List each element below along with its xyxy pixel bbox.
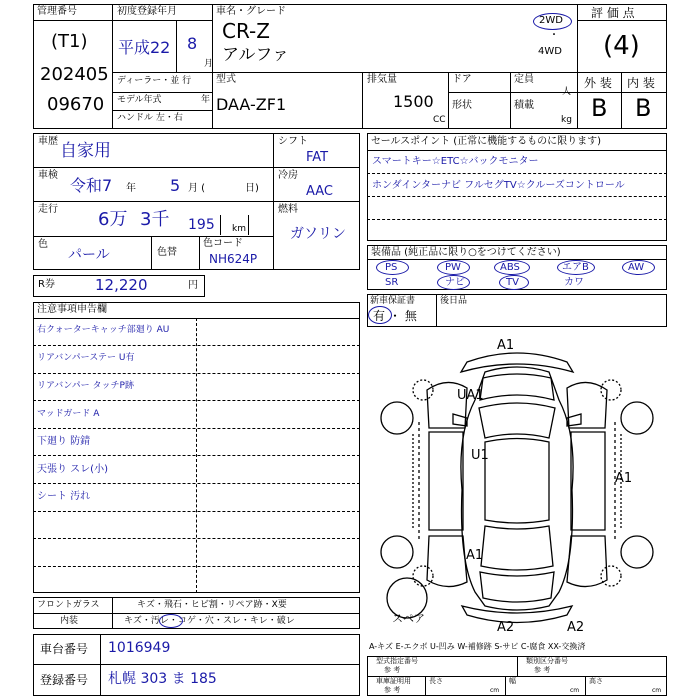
mileage-sen: 3千	[140, 209, 170, 230]
door-label: ドア	[452, 74, 472, 85]
after-label: 後日品	[440, 296, 468, 306]
front-glass-label: フロントガラス	[37, 600, 100, 610]
type-value: DAA-ZF1	[216, 95, 287, 114]
ac-value: AAC	[306, 184, 333, 199]
color-code: NH624P	[209, 252, 258, 266]
width-cm: cm	[570, 687, 580, 694]
notes-label: 注意事項申告欄	[37, 304, 107, 315]
inspection-year-unit: 年	[126, 183, 136, 194]
equip-ps-circle	[376, 260, 409, 275]
warranty-yes: 有	[373, 309, 386, 323]
equip-sr: SR	[385, 277, 399, 288]
length-cm: cm	[490, 687, 500, 694]
rear-glass	[481, 526, 553, 570]
capacity-label: 定員	[514, 74, 534, 85]
dealer-label: ディーラー・並 行	[117, 76, 192, 86]
mileage-unit: km	[232, 224, 246, 234]
note-item-2: リアバンパーステー U有	[37, 353, 135, 363]
car-name: CR-Z	[222, 19, 270, 43]
color-label: 色	[38, 239, 48, 250]
grade: アルファ	[222, 45, 289, 65]
equip-aw-circle	[622, 260, 655, 275]
interior-cond-value: キズ・汚レ・コゲ・穴・スレ・キレ・破レ	[124, 616, 295, 626]
note-item-1: 右クォーターキャッチ部廻り AU	[37, 325, 170, 335]
type-label: 型式	[216, 74, 236, 85]
hood	[480, 374, 554, 400]
trunk	[480, 572, 554, 602]
mark-rear-right: A2	[567, 620, 585, 635]
disp-unit: CC	[433, 115, 446, 125]
exterior-label: 外 装	[584, 76, 612, 90]
cert-label: 車庫証明用	[376, 677, 411, 685]
sales-points-label: セールスポイント (正常に機能するものに限ります)	[371, 136, 602, 147]
r-value: 12,220	[95, 276, 148, 294]
equip-ps: PS	[385, 262, 398, 273]
mgmt-num2: 09670	[47, 94, 105, 115]
score-value: (4)	[603, 31, 640, 61]
type-spec-label: 型式指定番号	[376, 657, 418, 665]
capacity-unit: 人	[562, 87, 572, 97]
shift-label: シフト	[278, 136, 308, 147]
note-item-3: リアバンパー タッチP跡	[37, 381, 134, 391]
exterior-value: B	[591, 94, 608, 122]
equip-leather: カワ	[564, 277, 584, 288]
front-glass-value: キズ・飛石・ヒビ割・リペア跡・X要	[137, 600, 287, 610]
equip-airbag: エアB	[562, 262, 589, 273]
equipment-label: 装備品 (純正品に限り○をつけてください)	[371, 247, 561, 258]
r-unit: 円	[188, 280, 198, 291]
wheel-front-left	[381, 402, 413, 434]
equip-tv: TV	[506, 277, 519, 288]
interior-label: 内 装	[627, 76, 655, 90]
drive-2wd: 2WD	[539, 15, 563, 26]
ac-label: 冷房	[278, 170, 298, 181]
shift-value: FAT	[306, 150, 329, 165]
right-front-fender	[567, 382, 607, 428]
height-cm: cm	[652, 687, 662, 694]
front-bumper	[461, 353, 573, 372]
length-label: 長さ	[429, 677, 443, 685]
equip-navi-circle	[437, 275, 470, 290]
reg-month: 8	[187, 34, 198, 53]
mark-left-front-fender: UA1	[457, 388, 484, 403]
inspection-day-unit: 日)	[245, 183, 259, 194]
reg-month-unit: 月	[204, 59, 214, 69]
equip-airbag-circle	[557, 260, 595, 275]
registration-value: 札幌 303 ま 185	[108, 671, 217, 687]
inspection-era: 令和7	[70, 176, 113, 195]
mgmt-label: 管理番号	[37, 6, 77, 17]
wheel-side-front-right	[601, 380, 621, 400]
interior-value: B	[635, 94, 652, 122]
type-spec-ref: 参 考	[384, 666, 401, 674]
mark-left-rear-quarter: A1	[466, 548, 484, 563]
mark-left-door: U1	[471, 448, 489, 463]
color-value: パール	[68, 247, 110, 263]
wheel-side-rear-right	[601, 566, 621, 586]
equip-abs-circle	[494, 260, 530, 275]
shape-label: 形状	[452, 100, 472, 111]
equip-pw: PW	[445, 262, 461, 273]
left-door	[429, 432, 463, 530]
sales-points-line2: ホンダインターナビ フルセグTV☆クルーズコントロール	[372, 180, 625, 191]
rear-bumper	[462, 606, 572, 623]
mileage-rest: 195	[188, 217, 215, 233]
registration-label: 登録番号	[40, 673, 89, 687]
wheel-side-rear-left	[413, 566, 433, 586]
wheel-rear-left	[381, 536, 413, 568]
load-label: 積載	[514, 100, 534, 111]
mgmt-num1: 202405	[40, 64, 109, 85]
sales-points-line1: スマートキー☆ETC☆バックモニター	[372, 156, 539, 167]
class-label: 類別区分番号	[526, 657, 568, 665]
mark-rear-left: A2	[497, 620, 515, 635]
equip-abs: ABS	[500, 262, 520, 273]
class-ref: 参 考	[534, 666, 551, 674]
inspection-month-unit: 月 (	[188, 183, 206, 194]
wheel-front-right	[621, 402, 653, 434]
note-item-5: 下廻り 防錆	[37, 436, 91, 447]
note-item-4: マッドガード A	[37, 409, 100, 419]
r-label: R券	[38, 279, 55, 290]
fuel-value: ガソリン	[290, 226, 346, 242]
left-rear-quarter	[427, 536, 467, 587]
color-change-label: 色替	[157, 247, 177, 258]
interior-stain-circle	[159, 614, 183, 628]
year-unit: 年	[201, 95, 211, 105]
warranty-yes-circle	[368, 306, 392, 324]
windshield	[479, 403, 555, 438]
reg-label: 初度登録年月	[117, 6, 177, 17]
score-label: 評 価 点	[591, 6, 635, 20]
roof	[485, 439, 549, 524]
chassis-value: 1016949	[108, 640, 171, 656]
mileage-man: 6万	[98, 209, 128, 230]
inspection-label: 車検	[38, 170, 58, 181]
mark-front-bumper: A1	[497, 338, 515, 353]
wheel-rear-right	[621, 536, 653, 568]
note-item-6: 天張り スレ(小)	[37, 464, 108, 475]
height-label: 高さ	[589, 677, 603, 685]
legend: A-キズ E-エクボ U-凹み W-補修跡 S-サビ C-腐食 XX-交換済	[369, 642, 586, 651]
history-label: 車歴	[38, 136, 58, 147]
interior-cond-label: 内装	[60, 616, 79, 626]
width-label: 幅	[509, 677, 516, 685]
equip-navi: ナビ	[445, 277, 465, 288]
wheel-side-front-left	[413, 380, 433, 400]
cert-ref: 参 考	[384, 686, 401, 694]
color-code-label: 色コード	[203, 238, 243, 249]
note-item-7: シート 汚れ	[37, 491, 91, 502]
handle-label: ハンドル 左・右	[117, 113, 183, 123]
warranty-label: 新車保証書	[370, 296, 416, 306]
mark-right-door: A1	[615, 471, 633, 486]
history-value: 自家用	[60, 141, 111, 161]
mileage-label: 走行	[38, 204, 58, 215]
warranty-no: ・ 無	[389, 309, 417, 323]
inspection-month: 5	[170, 176, 181, 195]
right-door	[571, 432, 605, 530]
disp-label: 排気量	[367, 74, 397, 85]
fuel-label: 燃料	[278, 204, 298, 215]
load-unit: kg	[561, 115, 572, 125]
equip-tv-circle	[499, 275, 529, 290]
drive-dot: ・	[549, 30, 559, 41]
model-year-label: モデル年式	[117, 95, 162, 105]
spare-label: スペア	[392, 612, 425, 625]
chassis-label: 車台番号	[40, 642, 89, 656]
drive-4wd: 4WD	[538, 46, 562, 57]
equip-pw-circle	[437, 260, 470, 275]
mgmt-t: (T1)	[51, 31, 88, 52]
reg-era: 平成22	[118, 38, 171, 57]
equip-aw: AW	[628, 262, 645, 273]
disp-value: 1500	[393, 92, 434, 111]
car-name-label: 車名・グレード	[216, 6, 286, 17]
